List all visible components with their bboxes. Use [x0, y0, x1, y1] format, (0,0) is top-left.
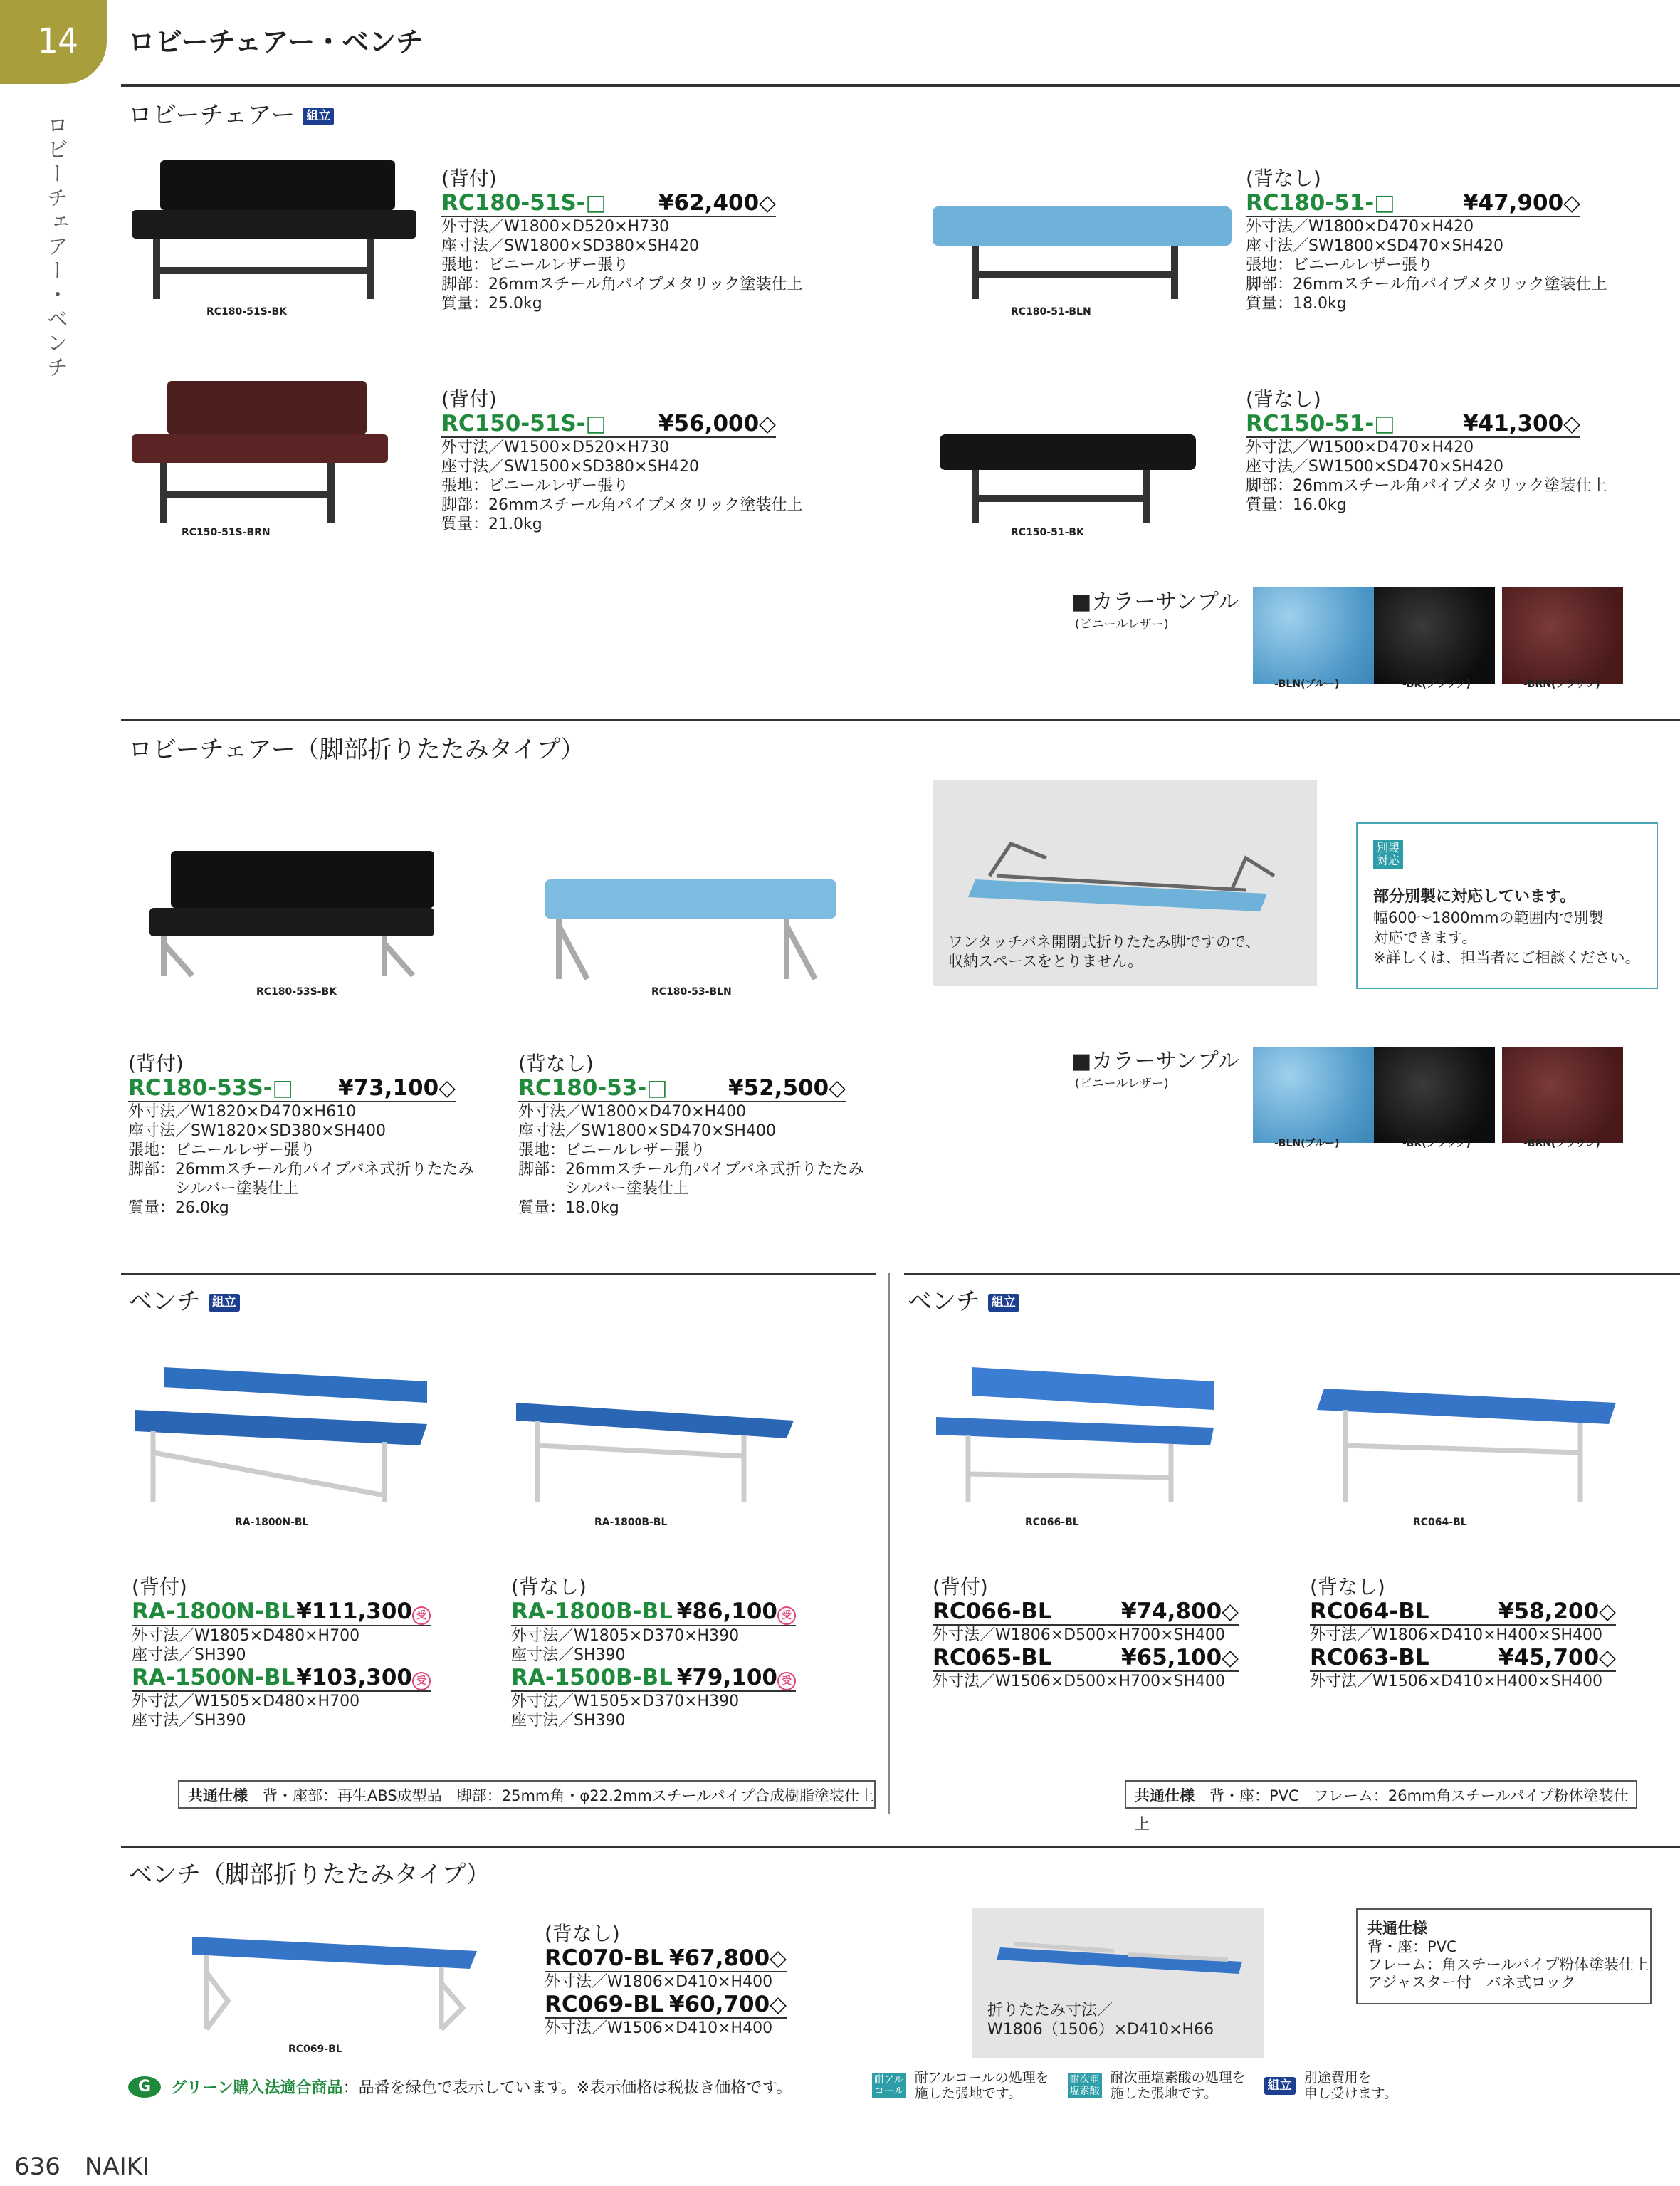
product-code: RC066-BL [933, 1599, 1052, 1624]
photo-rc180-53 [537, 872, 844, 986]
product-price: ¥65,100◇ [1120, 1645, 1239, 1670]
product-code: RC180-51-□ [1246, 190, 1395, 216]
photo-rc150-51s [125, 374, 395, 527]
chapter-number: 14 [37, 21, 78, 61]
column-divider [888, 1273, 890, 1814]
product-specs: 外寸法／W1505×D370×H390 座寸法／SH390 [511, 1693, 740, 1730]
assembly-tag: 組立 [209, 1294, 240, 1312]
photo-caption: RC066-BL [1025, 1517, 1079, 1528]
product-code: RC065-BL [933, 1645, 1052, 1670]
order-mark: 受 [777, 1606, 796, 1625]
product-price: ¥56,000◇ [658, 411, 776, 436]
green-g-icon: G [128, 2076, 161, 2098]
product-price: ¥58,200◇ [1498, 1599, 1616, 1624]
product-group-ra-back: (背付) RA-1800N-BL ¥111,300 受 外寸法／W1805×D480×H700 座寸法／SH390 RA-1500N-BL ¥103,300 受 外寸法／W1505×D480×H700 座寸法／SH390 [132, 1576, 431, 1730]
color-swatch-brown [1502, 1047, 1623, 1143]
header-rule [121, 84, 1680, 87]
fold-illustration-box-2 [972, 1908, 1264, 2058]
section-rule [121, 1846, 1680, 1848]
product-price: ¥103,300 [296, 1664, 412, 1690]
photo-caption: RC069-BL [288, 2044, 342, 2055]
product-code: RC064-BL [1310, 1599, 1429, 1624]
product-code: RA-1800N-BL [132, 1599, 295, 1624]
product-price: ¥47,900◇ [1462, 190, 1580, 216]
color-swatch-black [1374, 587, 1495, 684]
product-code: RC063-BL [1310, 1645, 1429, 1670]
photo-caption: RC180-51S-BK [206, 306, 287, 318]
product-rc150-51s: (背付) RC150-51S-□ ¥56,000◇ 外寸法／W1500×D520×H730 座寸法／SW1500×SD380×SH420 張地：ビニールレザー張り 脚部：26mmスチール角パイプメタリック塗装仕上 質量：21.0kg [441, 387, 803, 533]
product-price: ¥45,700◇ [1498, 1645, 1616, 1670]
color-label: -BRN(ブラウン) [1523, 679, 1600, 690]
color-label: -BLN(ブルー) [1274, 1138, 1340, 1149]
color-swatch-brown [1502, 587, 1623, 684]
photo-caption: RC180-53-BLN [651, 986, 732, 998]
product-code: RC150-51S-□ [441, 411, 607, 436]
photo-rc180-51s [125, 153, 424, 306]
product-price: ¥52,500◇ [728, 1075, 846, 1101]
color-sample-sub: (ビニールレザー) [1075, 617, 1169, 632]
product-price: ¥67,800◇ [668, 1945, 787, 1971]
photo-rc180-53s [142, 844, 441, 986]
custom-order-box [1356, 822, 1658, 989]
sec2-title: ロビーチェアー（脚部折りたたみタイプ） [128, 736, 585, 764]
product-specs: 外寸法／W1500×D520×H730 座寸法／SW1500×SD380×SH420 張地：ビニールレザー張り 脚部：26mmスチール角パイプメタリック塗装仕上 質量：21.0kg [441, 439, 803, 533]
page-number: 636 NAIKI [14, 2153, 149, 2181]
color-swatch-blue [1253, 1047, 1374, 1143]
page-title: ロビーチェアー・ベンチ [128, 26, 424, 58]
sec3-title: ベンチ 組立 [128, 1282, 240, 1317]
photo-rc150-51 [933, 427, 1203, 527]
color-sample-title: ■カラーサンプル [1071, 1049, 1239, 1074]
fold-illustration [972, 1915, 1264, 1994]
product-code: RC180-51S-□ [441, 190, 607, 216]
custom-tag: 別製 対応 [1373, 840, 1403, 869]
color-swatch-blue [1253, 587, 1374, 684]
order-mark: 受 [777, 1672, 796, 1690]
common-spec-box-2: 共通仕様 背・座：PVC フレーム：角スチールパイプ粉体塗装仕上 アジャスター付 バネ式ロック [1356, 1908, 1652, 2004]
photo-caption: RC180-53S-BK [256, 986, 337, 998]
photo-caption: RC064-BL [1413, 1517, 1467, 1528]
photo-rc069 [185, 1930, 484, 2036]
photo-caption: RC180-51-BLN [1011, 306, 1091, 318]
product-price: ¥111,300 [296, 1599, 412, 1624]
product-specs: 外寸法／W1500×D470×H420 座寸法／SW1500×SD470×SH420 脚部：26mmスチール角パイプメタリック塗装仕上 質量：16.0kg [1246, 439, 1607, 514]
hypochlorous-icon: 耐次亜 塩素酸 [1068, 2073, 1102, 2098]
product-code: RC070-BL [545, 1945, 664, 1971]
side-label: ロビーチェアー・ベンチ [43, 114, 68, 380]
product-specs: 外寸法／W1800×D470×H400 座寸法／SW1800×SD470×SH400 張地：ビニールレザー張り 脚部：26mmスチール角パイプバネ式折りたたみ シルバー塗装仕上 質量：18.0kg [518, 1103, 864, 1217]
section-rule [121, 719, 1680, 721]
product-specs: 外寸法／W1806×D410×H400×SH400 [1310, 1626, 1603, 1644]
sec4-title: ベンチ 組立 [908, 1282, 1019, 1317]
photo-caption: RC150-51-BK [1011, 527, 1084, 538]
section-rule [904, 1273, 1680, 1275]
photo-rc180-51 [925, 199, 1239, 306]
order-mark: 受 [412, 1606, 431, 1625]
order-mark: 受 [412, 1672, 431, 1690]
product-specs: 外寸法／W1505×D480×H700 座寸法／SH390 [132, 1693, 360, 1730]
color-label: -BK(ブラック) [1402, 679, 1471, 690]
photo-rc064 [1310, 1381, 1623, 1510]
footer-icons: 耐アル コール 耐アルコールの処理を 施した張地です。 耐次亜 塩素酸 耐次亜塩素酸の処理を 施した張地です。 組立 別途費用を 申し受けます。 [872, 2070, 1397, 2101]
product-specs: 外寸法／W1806×D500×H700×SH400 [933, 1626, 1226, 1644]
product-code: RA-1500B-BL [511, 1664, 673, 1690]
product-price: ¥74,800◇ [1120, 1599, 1239, 1624]
footer-notes: G グリーン購入法適合商品：品番を緑色で表示しています。※表示価格は税抜き価格です。 [128, 2076, 792, 2098]
product-rc180-51: (背なし) RC180-51-□ ¥47,900◇ 外寸法／W1800×D470×H420 座寸法／SW1800×SD470×SH420 張地：ビニールレザー張り 脚部：26mmスチール角パイプメタリック塗装仕上 質量：18.0kg [1246, 167, 1607, 313]
section-rule [121, 1273, 876, 1275]
photo-caption: RA-1800B-BL [594, 1517, 668, 1528]
assembly-tag: 組立 [988, 1294, 1019, 1312]
fold-illustration [933, 787, 1317, 929]
fold-illustration-box [933, 780, 1317, 986]
common-spec-box: 共通仕様 背・座：PVC フレーム：26mm角スチールパイプ粉体塗装仕上 [1125, 1780, 1637, 1809]
color-swatch-black [1374, 1047, 1495, 1143]
product-code: RA-1800B-BL [511, 1599, 673, 1624]
photo-caption: RA-1800N-BL [235, 1517, 309, 1528]
product-rc180-53: (背なし) RC180-53-□ ¥52,500◇ 外寸法／W1800×D470×H400 座寸法／SW1800×SD470×SH400 張地：ビニールレザー張り 脚部：26mmスチール角パイプバネ式折りたたみ シルバー塗装仕上 質量：18.0kg [518, 1052, 864, 1217]
product-rc150-51: (背なし) RC150-51-□ ¥41,300◇ 外寸法／W1500×D470×H420 座寸法／SW1500×SD470×SH420 脚部：26mmスチール角パイプメタリック塗装仕上 質量：16.0kg [1246, 387, 1607, 514]
product-specs: 外寸法／W1800×D520×H730 座寸法／SW1800×SD380×SH420 張地：ビニールレザー張り 脚部：26mmスチール角パイプメタリック塗装仕上 質量：25.0kg [441, 218, 803, 313]
color-label: -BRN(ブラウン) [1523, 1138, 1600, 1149]
product-specs: 外寸法／W1806×D410×H400 [545, 1973, 773, 1991]
product-group-ra-noback: (背なし) RA-1800B-BL ¥86,100 受 外寸法／W1805×D370×H390 座寸法／SH390 RA-1500B-BL ¥79,100 受 外寸法／W1505×D370×H390 座寸法／SH390 [511, 1576, 796, 1730]
product-price: ¥73,100◇ [337, 1075, 456, 1101]
color-sample-title: ■カラーサンプル [1071, 590, 1239, 615]
sec5-title: ベンチ（脚部折りたたみタイプ） [128, 1861, 490, 1889]
product-specs: 外寸法／W1805×D370×H390 座寸法／SH390 [511, 1626, 740, 1664]
product-group-rc-back: (背付) RC066-BL ¥74,800◇ 外寸法／W1806×D500×H700×SH400 RC065-BL ¥65,100◇ 外寸法／W1506×D500×H700×SH400 [933, 1575, 1239, 1690]
sec1-title: ロビーチェアー 組立 [128, 95, 334, 130]
product-specs: 外寸法／W1800×D470×H420 座寸法／SW1800×SD470×SH420 張地：ビニールレザー張り 脚部：26mmスチール角パイプメタリック塗装仕上 質量：18.0kg [1246, 218, 1607, 313]
product-specs: 外寸法／W1506×D410×H400 [545, 2019, 773, 2037]
fold-note: 折りたたみ寸法／ W1806（1506）×D410×H66 [987, 2002, 1214, 2039]
product-specs: 外寸法／W1506×D500×H700×SH400 [933, 1673, 1226, 1690]
product-specs: 外寸法／W1820×D470×H610 座寸法／SW1820×SD380×SH400 張地：ビニールレザー張り 脚部：26mmスチール角パイプバネ式折りたたみ シルバー塗装仕上 質量：26.0kg [128, 1103, 474, 1217]
product-price: ¥86,100 [676, 1599, 777, 1624]
color-label: -BLN(ブルー) [1274, 679, 1340, 690]
assembly-tag: 組立 [303, 108, 334, 125]
product-price: ¥41,300◇ [1462, 411, 1580, 436]
product-price: ¥62,400◇ [658, 190, 776, 216]
photo-rc066 [929, 1360, 1228, 1510]
product-group-rc070: (背なし) RC070-BL ¥67,800◇ 外寸法／W1806×D410×H400 RC069-BL ¥60,700◇ 外寸法／W1506×D410×H400 [545, 1922, 787, 2037]
fold-note: ワンタッチバネ開閉式折りたたみ脚ですので、 収納スペースをとりません。 [948, 934, 1261, 970]
product-rc180-51s: (背付) RC180-51S-□ ¥62,400◇ 外寸法／W1800×D520×H730 座寸法／SW1800×SD380×SH420 張地：ビニールレザー張り 脚部：26mmスチール角パイプメタリック塗装仕上 質量：25.0kg [441, 167, 803, 313]
custom-text: 幅600～1800mmの範囲内で別製 対応できます。 ※詳しくは、担当者にご相談ください。 [1373, 909, 1640, 966]
product-code: RC180-53-□ [518, 1075, 668, 1101]
product-price: ¥79,100 [676, 1664, 777, 1690]
product-code: RC150-51-□ [1246, 411, 1395, 436]
product-price: ¥60,700◇ [668, 1992, 787, 2017]
assembly-icon: 組立 [1264, 2077, 1296, 2095]
photo-caption: RC150-51S-BRN [182, 527, 271, 538]
alcohol-icon: 耐アル コール [872, 2073, 906, 2098]
product-specs: 外寸法／W1805×D480×H700 座寸法／SH390 [132, 1626, 360, 1664]
photo-ra-1800n [128, 1360, 434, 1510]
color-label: -BK(ブラック) [1402, 1138, 1471, 1149]
common-spec-box: 共通仕様 背・座部：再生ABS成型品 脚部：25mm角・φ22.2mmスチールパイプ合成樹脂塗装仕上 [178, 1780, 876, 1809]
product-rc180-53s: (背付) RC180-53S-□ ¥73,100◇ 外寸法／W1820×D470×H610 座寸法／SW1820×SD380×SH400 張地：ビニールレザー張り 脚部：26mmスチール角パイプバネ式折りたたみ シルバー塗装仕上 質量：26.0kg [128, 1052, 474, 1217]
photo-ra-1800b [509, 1396, 801, 1510]
product-specs: 外寸法／W1506×D410×H400×SH400 [1310, 1673, 1603, 1690]
product-code: RA-1500N-BL [132, 1664, 295, 1690]
product-group-rc-noback: (背なし) RC064-BL ¥58,200◇ 外寸法／W1806×D410×H400×SH400 RC063-BL ¥45,700◇ 外寸法／W1506×D410×H400×SH400 [1310, 1575, 1616, 1690]
color-sample-sub: (ビニールレザー) [1075, 1077, 1169, 1091]
product-code: RC180-53S-□ [128, 1075, 293, 1101]
product-code: RC069-BL [545, 1992, 664, 2017]
custom-title: 部分別製に対応しています。 [1373, 888, 1576, 906]
